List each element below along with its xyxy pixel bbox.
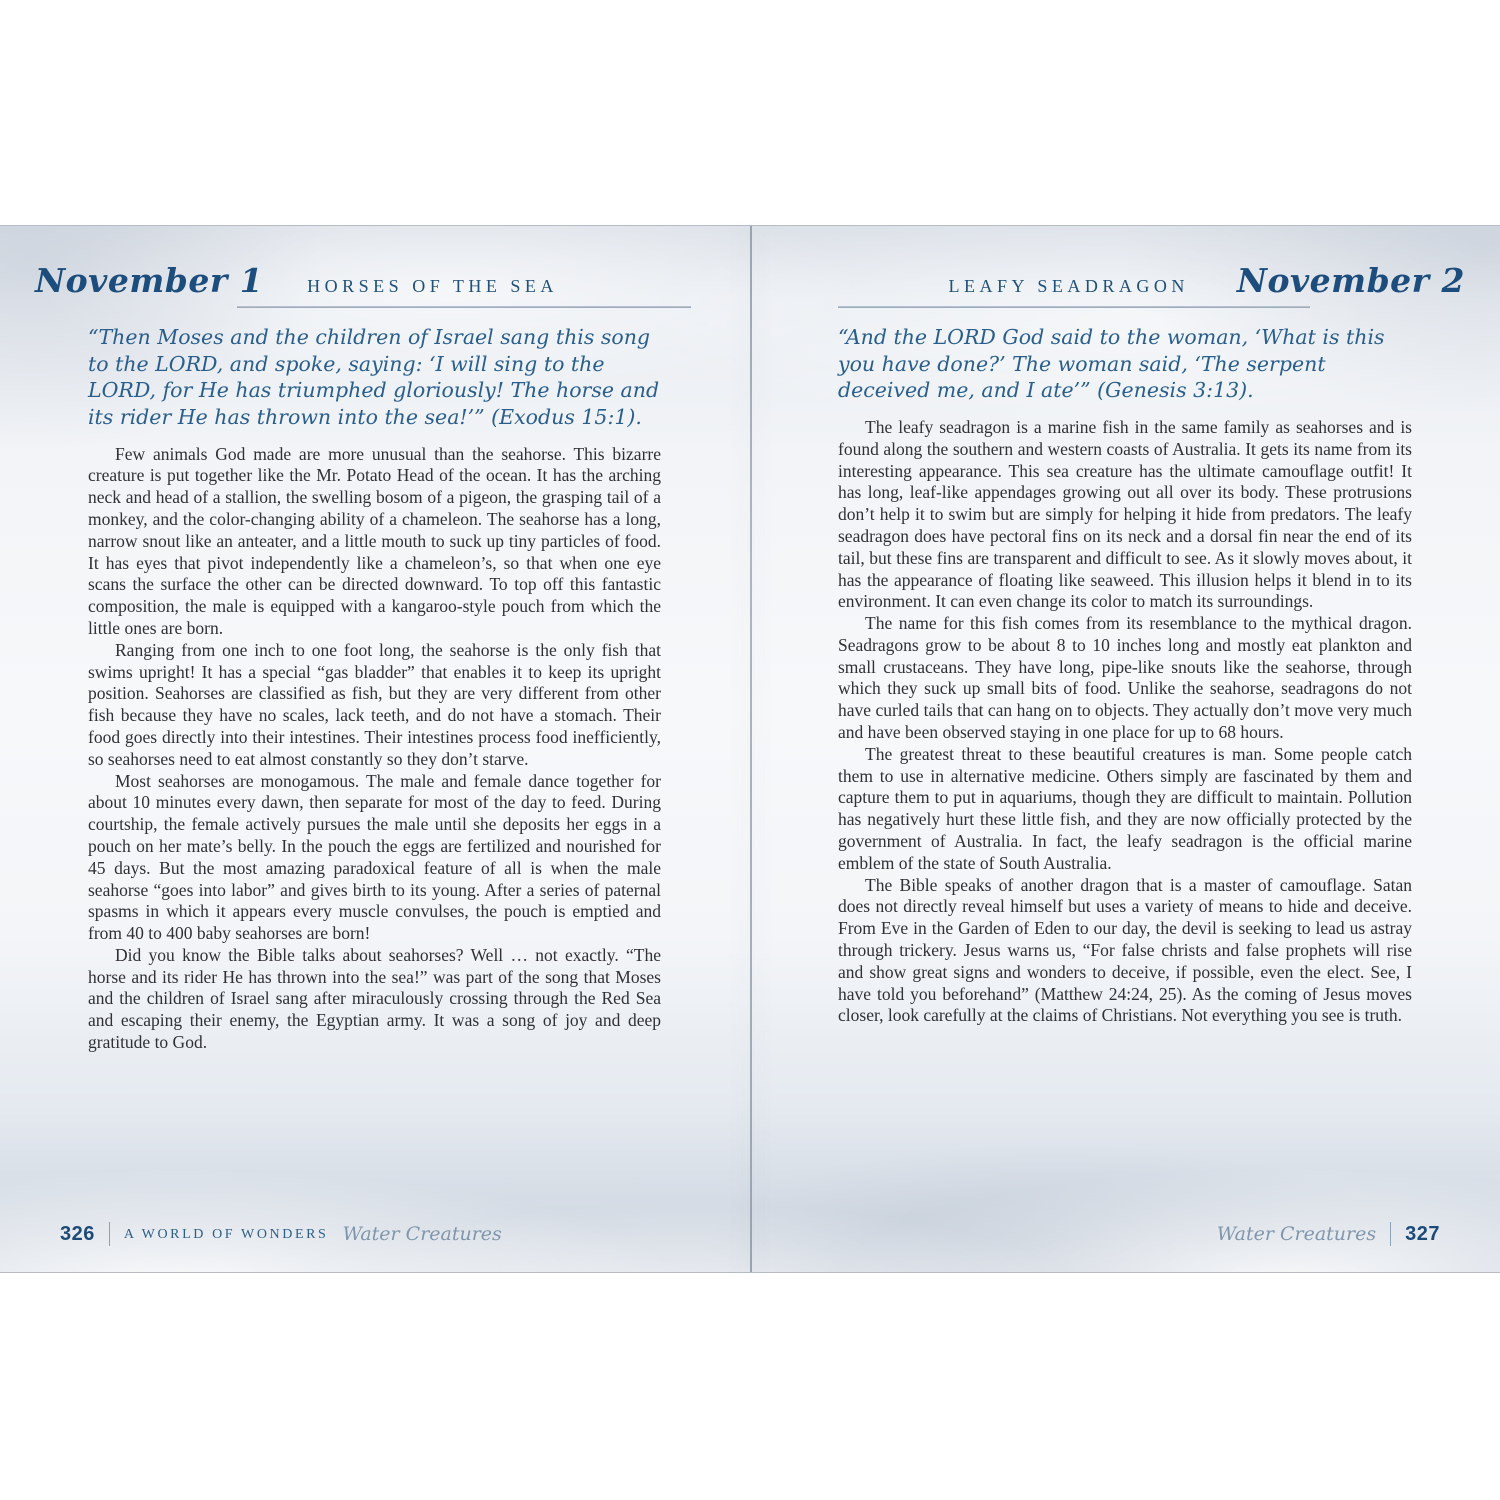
left-scripture-quote: “Then Moses and the children of Israel sang this song to the LORD, and spoke, saying: ‘I will sing to the LORD, for He has triumphed gloriously! The horse and its rider He has thrown into the sea!’” (Exodus 15:1).: [88, 325, 660, 429]
left-body-text: [88, 444, 661, 1054]
section-title: Water Creatures: [1216, 1223, 1377, 1245]
right-page-footer: [1217, 1222, 1440, 1246]
right-page-number: 327: [1405, 1222, 1440, 1245]
left-header-rule: [237, 306, 691, 308]
left-paragraph-1: Few animals God made are more unusual than the seahorse. This bizarre creature is put together like the Mr. Potato Head of the ocean. It has the arching neck and head of a stallion, the swelling bosom of a pigeon, the grasping tail of a monkey, and the color-changing ability of a chameleon. The seahorse has a long, narrow snout like an anteater, and a little mouth to suck up tiny particles of food. It has eyes that pivot independently like a chameleon’s, so that when one eye scans the surface the other can be directed downward. To top off this fantastic composition, the male is equipped with a kangaroo-style pouch from which the little ones are born.: [88, 443, 661, 638]
book-spread: [0, 225, 1500, 1273]
right-paragraph-3: The greatest threat to these beautiful creatures is man. Some people catch them to use in alternative medicine. Others simply are fascinated by them and capture them to put in aquariums, though they are difficult to maintain. Pollution has negatively hurt these little fish, and they are now officially protected by the government of Australia. In fact, the leafy seadragon is the official marine emblem of the state of South Australia.: [838, 743, 1412, 873]
right-header-rule: [838, 306, 1310, 308]
right-paragraph-2: The name for this fish comes from its resemblance to the mythical dragon. Seadragons grow to be about 8 to 10 inches long and mostly eat plankton and small crustaceans. They have long, pipe-like snouts like the seahorse, through which they suck up small bits of food. Unlike the seahorse, seadragons do not have curled tails that can hang on to objects. They actually don’t move very much and have been observed staying in one place for up to 68 hours.: [838, 613, 1412, 743]
left-paragraph-4: Did you know the Bible talks about seahorses? Well … not exactly. “The horse and its rider He has thrown into the sea!” was part of the song that Moses and the children of Israel sang after miraculously crossing through the Red Sea and escaping their enemy, the Egyptian army. It was a song of joy and deep gratitude to God.: [88, 944, 661, 1053]
right-body-text: [838, 417, 1412, 1027]
book-title: A WORLD OF WONDERS: [123, 1227, 329, 1242]
left-date-heading: November 1: [35, 261, 264, 300]
left-paragraph-3: Most seahorses are monogamous. The male and female dance together for about 10 minutes every dawn, then separate for most of the day to feed. During courtship, the female actively pursues the male until she deposits her eggs in a pouch on her mate’s belly. In the pouch the eggs are fertilized and nourished for 45 days. But the most amazing paradoxical feature of all is when the male seahorse “goes into labor” and gives birth to its young. After a series of paternal spasms in which it appears every muscle convulses, the pouch is emptied and from 40 to 400 baby seahorses are born!: [88, 770, 661, 944]
left-page-number: 326: [60, 1222, 95, 1245]
right-page-header: [838, 261, 1465, 300]
section-title: Water Creatures: [342, 1223, 502, 1245]
footer-divider: [1390, 1222, 1391, 1246]
page-right: [752, 226, 1500, 1272]
left-chapter-title: HORSES OF THE SEA: [307, 276, 558, 296]
right-paragraph-1: The leafy seadragon is a marine fish in the same family as seahorses and is found along the southern and western coasts of Australia. It gets its name from its interesting appearance. This sea creature has the ultimate camouflage outfit! It has long, leaf-like appendages growing out all over its body. These protrusions don’t help it to swim but are simply for helping it hide from predators. The leafy seadragon does have pectoral fins on its neck and a dorsal fin near the end of its tail, but these fins are transparent and difficult to see. As it slowly moves about, it has the appearance of floating like seaweed. This illusion helps it blend in to its environment. It can even change its color to match its surroundings.: [838, 416, 1412, 612]
left-paragraph-2: Ranging from one inch to one foot long, the seahorse is the only fish that swims upright! It has a special “gas bladder” that enables it to keep its upright position. Seahorses are classified as fish, but they are very different from other fish because they have no scales, lack teeth, and do not have a stomach. Their food goes directly into their intestines. Their intestines process food inefficiently, so seahorses need to eat almost constantly so they don’t starve.: [88, 639, 661, 769]
footer-divider: [109, 1222, 110, 1246]
right-date-heading: November 2: [1236, 261, 1465, 300]
right-chapter-title: LEAFY SEADRAGON: [948, 276, 1189, 296]
left-page-footer: [60, 1222, 502, 1246]
page-left: [0, 226, 750, 1272]
right-paragraph-4: The Bible speaks of another dragon that is a master of camouflage. Satan does not directly reveal himself but uses a variety of means to hide and deceive. From Eve in the Garden of Eden to our day, the devil is seeking to lead us astray through trickery. Jesus warns us, “For false christs and false prophets will rise and show great signs and wonders to deceive, if possible, even the elect. See, I have told you beforehand” (Matthew 24:24, 25). As the coming of Jesus moves closer, look carefully at the claims of Christians. Not everything you see is truth.: [838, 874, 1412, 1026]
right-scripture-quote: “And the LORD God said to the woman, ‘What is this you have done?’ The woman said, ‘The serpent deceived me, and I ate’” (Genesis 3:13).: [838, 325, 1385, 403]
left-page-header: [35, 261, 661, 300]
